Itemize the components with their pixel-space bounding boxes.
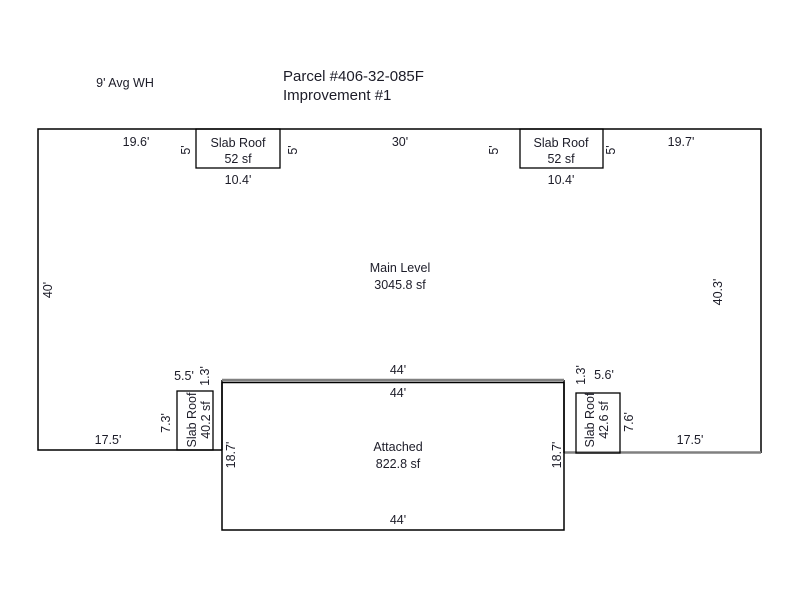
slab-br-dim-top: 5.6': [594, 368, 614, 382]
dim-right-wall: 40.3': [711, 278, 725, 306]
dim-top-left: 19.6': [122, 135, 150, 149]
main-level-label: Main Level: [369, 261, 431, 275]
slab-tr-dim-left: 5': [487, 145, 501, 155]
dim-bottom-right: 17.5': [676, 433, 704, 447]
slab-bl-dim-top: 5.5': [174, 369, 194, 383]
parcel-title: Parcel #406-32-085F: [283, 68, 424, 85]
slab-tr-area: 52 sf: [547, 152, 575, 166]
slab-tl-dim-left: 5': [179, 145, 193, 155]
slab-tl-label: Slab Roof: [210, 136, 266, 150]
dim-left-wall: 40': [41, 281, 55, 299]
slab-br-label: Slab Roof: [583, 392, 597, 448]
improvement-title: Improvement #1: [283, 87, 392, 104]
dim-bottom-left: 17.5': [94, 433, 122, 447]
slab-bl-dim-side: 7.3': [159, 413, 173, 433]
slab-tl-area: 52 sf: [224, 152, 252, 166]
slab-br-dim-side: 7.6': [622, 412, 636, 432]
attached-dim-left: 18.7': [224, 441, 238, 469]
slab-tr-dim-width: 10.4': [547, 173, 575, 187]
attached-dim-top-inner: 44': [389, 386, 407, 400]
attached-dim-top-outer: 44': [389, 363, 407, 377]
attached-label: Attached: [373, 440, 423, 454]
slab-bl-dim-gap: 1.3': [198, 366, 212, 386]
main-level-area: 3045.8 sf: [374, 278, 426, 292]
attached-dim-bottom: 44': [389, 513, 407, 527]
slab-br-dim-gap: 1.3': [574, 365, 588, 385]
slab-tr-label: Slab Roof: [533, 136, 589, 150]
slab-br-area: 42.6 sf: [597, 401, 611, 439]
slab-bl-label: Slab Roof: [185, 392, 199, 448]
dim-top-right: 19.7': [667, 135, 695, 149]
slab-tr-dim-right: 5': [604, 145, 618, 155]
wall-height-note: 9' Avg WH: [96, 76, 154, 90]
dim-top-center: 30': [391, 135, 409, 149]
slab-tl-dim-width: 10.4': [224, 173, 252, 187]
slab-tl-dim-right: 5': [286, 145, 300, 155]
slab-bl-area: 40.2 sf: [199, 401, 213, 439]
attached-dim-right: 18.7': [550, 441, 564, 469]
attached-area: 822.8 sf: [375, 457, 421, 471]
